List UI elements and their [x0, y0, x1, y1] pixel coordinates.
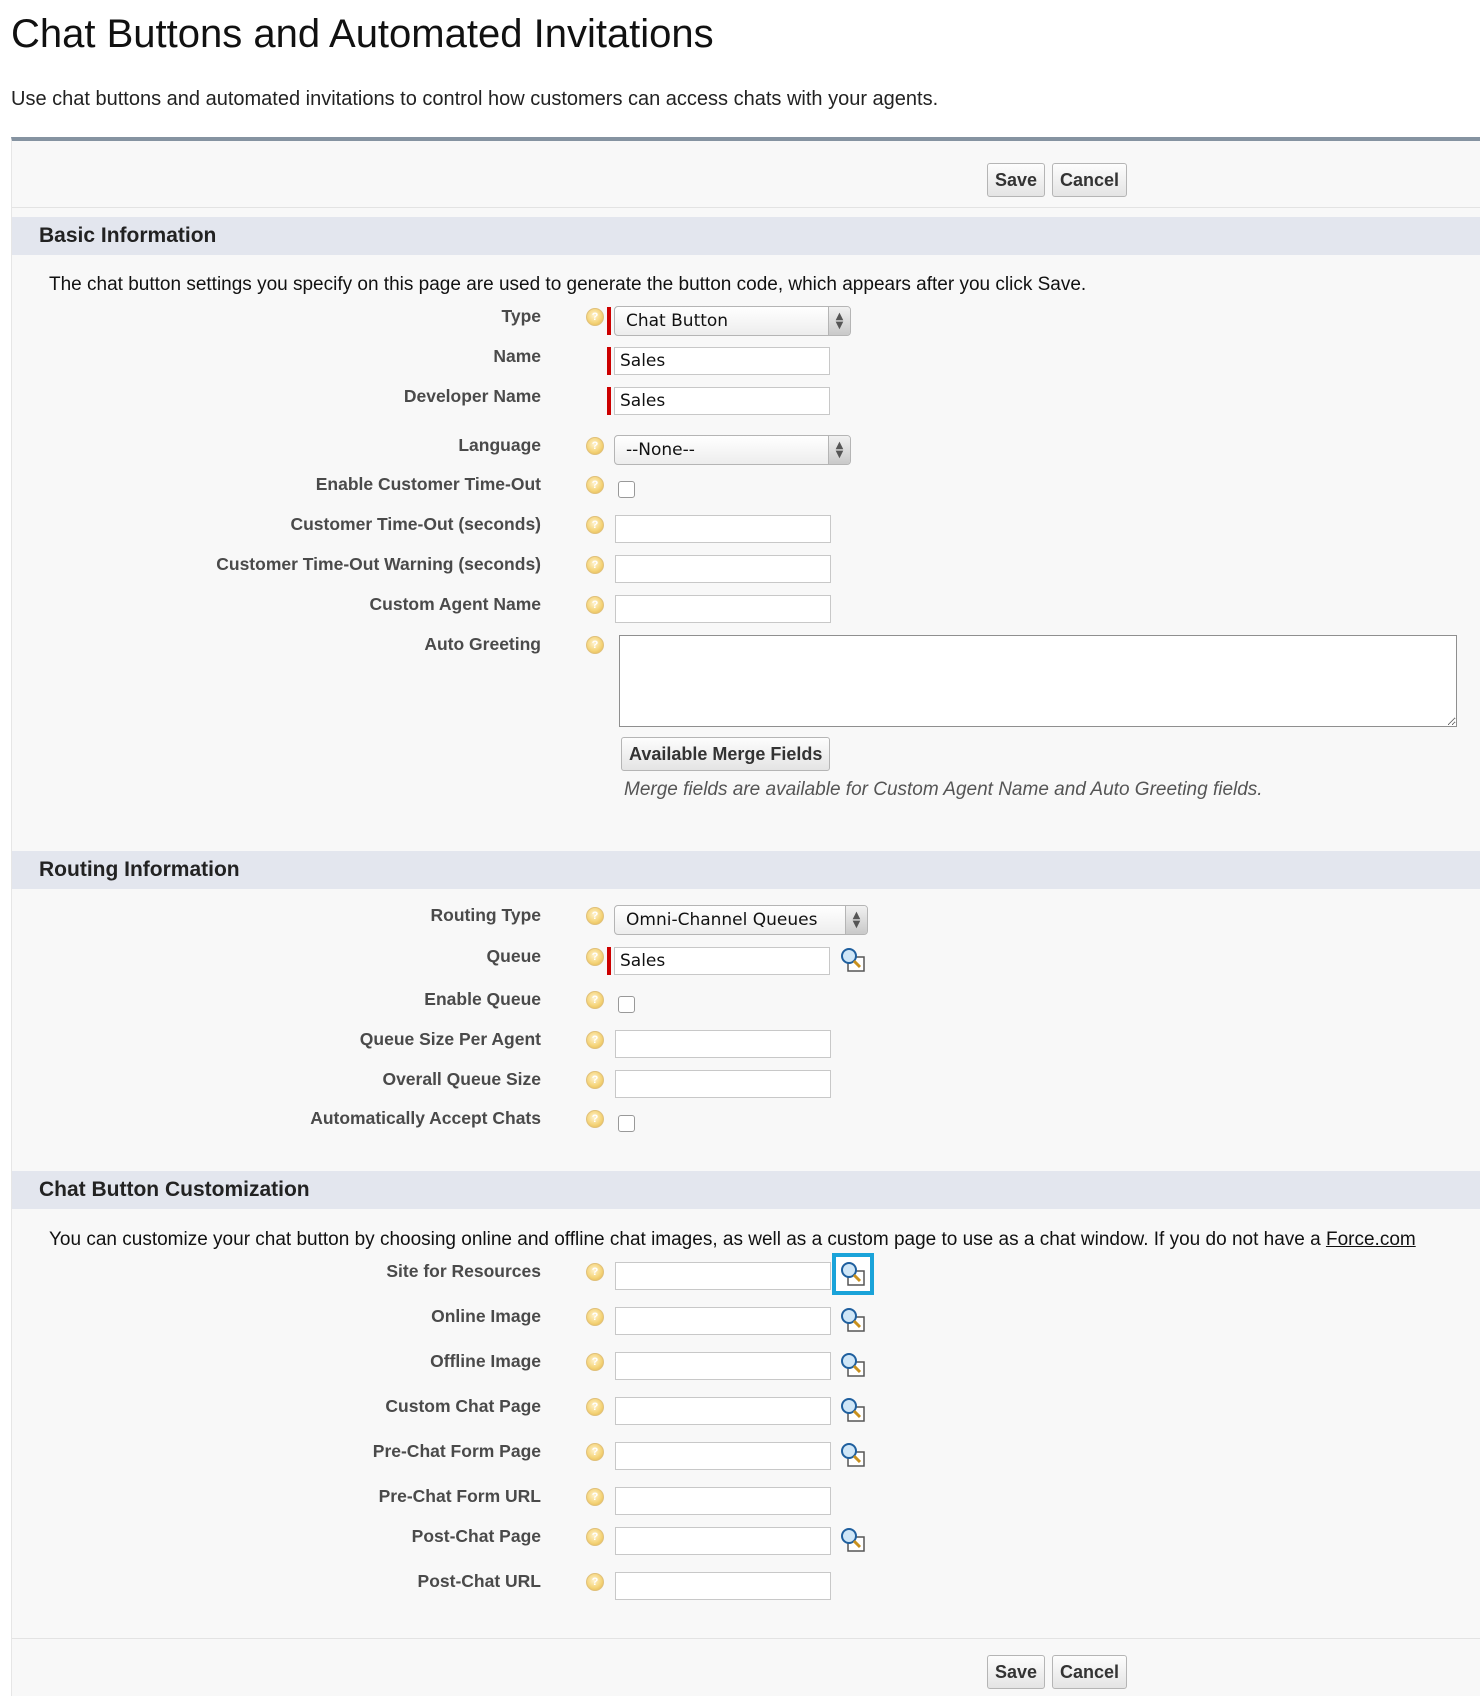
help-icon[interactable]: ? [586, 596, 604, 614]
row-offline-image [12, 1349, 1480, 1385]
lookup-icon[interactable] [838, 1395, 868, 1425]
required-indicator [607, 947, 611, 975]
customization-note-text: You can customize your chat button by choosing online and offline chat images, as well as a custom page to use as a chat window. If you do not have a [49, 1229, 1326, 1250]
customer-timeout-label: Customer Time-Out (seconds) [290, 514, 541, 534]
row-post-chat-url [12, 1569, 1480, 1605]
row-queue-size-per-agent [12, 1027, 1480, 1063]
automatically-accept-chats-checkbox[interactable] [618, 1115, 635, 1132]
lookup-icon[interactable] [838, 1305, 868, 1335]
section-routing-information: Routing Information [12, 851, 1480, 889]
enable-customer-timeout-label: Enable Customer Time-Out [315, 474, 541, 494]
custom-agent-name-label: Custom Agent Name [369, 594, 541, 614]
help-icon[interactable]: ? [586, 907, 604, 925]
row-customer-timeout [12, 512, 1480, 548]
automatically-accept-chats-label: Automatically Accept Chats [310, 1108, 541, 1128]
lookup-icon[interactable] [832, 1253, 874, 1295]
lookup-icon[interactable] [838, 1350, 868, 1380]
row-language [12, 433, 1480, 469]
site-for-resources-label: Site for Resources [386, 1261, 541, 1281]
top-button-bar [12, 141, 1480, 208]
row-enable-queue [12, 987, 1480, 1023]
customer-timeout-warning-input[interactable] [615, 555, 831, 583]
overall-queue-size-input[interactable] [615, 1070, 831, 1098]
section-basic-information: Basic Information [12, 217, 1480, 255]
help-icon[interactable]: ? [586, 1110, 604, 1128]
row-pre-chat-form-url [12, 1484, 1480, 1520]
pre-chat-form-page-input[interactable] [615, 1442, 831, 1470]
offline-image-input[interactable] [615, 1352, 831, 1380]
chevron-updown-icon: ▲ ▼ [828, 436, 850, 464]
custom-chat-page-input[interactable] [615, 1397, 831, 1425]
help-icon[interactable]: ? [586, 1573, 604, 1591]
row-name [12, 344, 1480, 380]
pre-chat-form-page-label: Pre-Chat Form Page [372, 1441, 541, 1461]
name-label: Name [493, 346, 541, 366]
section-chat-button-customization: Chat Button Customization [12, 1171, 1480, 1209]
pre-chat-form-url-label: Pre-Chat Form URL [378, 1486, 541, 1506]
save-button-bottom[interactable]: Save [987, 1655, 1045, 1689]
developer-name-label: Developer Name [403, 386, 541, 406]
enable-queue-checkbox[interactable] [618, 996, 635, 1013]
routing-type-select-value: Omni-Channel Queues [626, 910, 818, 930]
required-indicator [607, 347, 611, 375]
row-routing-type [12, 903, 1480, 939]
row-pre-chat-form-page [12, 1439, 1480, 1475]
row-overall-queue-size [12, 1067, 1480, 1103]
help-icon[interactable]: ? [586, 636, 604, 654]
page-title: Chat Buttons and Automated Invitations [11, 12, 714, 56]
language-select-value: --None-- [626, 440, 695, 460]
help-icon[interactable]: ? [586, 1071, 604, 1089]
post-chat-url-input[interactable] [615, 1572, 831, 1600]
queue-label: Queue [486, 946, 541, 966]
row-automatically-accept-chats [12, 1106, 1480, 1142]
row-type [12, 304, 1480, 340]
help-icon[interactable]: ? [586, 948, 604, 966]
page-description: Use chat buttons and automated invitations to control how customers can access chats with your agents. [11, 88, 939, 110]
type-select[interactable] [614, 306, 851, 336]
edit-panel [11, 137, 1480, 1696]
type-label: Type [501, 306, 541, 326]
overall-queue-size-label: Overall Queue Size [382, 1069, 541, 1089]
help-icon[interactable]: ? [586, 991, 604, 1009]
lookup-icon[interactable] [838, 1525, 868, 1555]
name-input[interactable] [614, 347, 830, 375]
row-developer-name [12, 384, 1480, 420]
help-icon[interactable]: ? [586, 1398, 604, 1416]
online-image-input[interactable] [615, 1307, 831, 1335]
row-enable-customer-timeout [12, 472, 1480, 508]
customer-timeout-input[interactable] [615, 515, 831, 543]
help-icon[interactable]: ? [586, 556, 604, 574]
help-icon[interactable]: ? [586, 516, 604, 534]
developer-name-input[interactable] [614, 387, 830, 415]
customization-note [49, 1229, 1416, 1251]
customer-timeout-warning-label: Customer Time-Out Warning (seconds) [216, 554, 541, 574]
routing-type-select[interactable] [614, 905, 868, 935]
row-post-chat-page [12, 1524, 1480, 1560]
help-icon[interactable]: ? [586, 1308, 604, 1326]
cancel-button-bottom[interactable]: Cancel [1052, 1655, 1127, 1689]
merge-fields-note: Merge fields are available for Custom Agent Name and Auto Greeting fields. [624, 779, 1263, 800]
help-icon[interactable]: ? [586, 437, 604, 455]
row-custom-agent-name [12, 592, 1480, 628]
available-merge-fields-button[interactable]: Available Merge Fields [621, 737, 830, 771]
row-customer-timeout-warning [12, 552, 1480, 588]
help-icon[interactable]: ? [586, 1353, 604, 1371]
chevron-updown-icon: ▲ ▼ [845, 906, 867, 934]
help-icon[interactable]: ? [586, 1488, 604, 1506]
help-icon[interactable]: ? [586, 476, 604, 494]
queue-size-per-agent-input[interactable] [615, 1030, 831, 1058]
auto-greeting-label: Auto Greeting [424, 634, 541, 654]
save-button-top[interactable]: Save [987, 163, 1045, 197]
post-chat-page-input[interactable] [615, 1527, 831, 1555]
bottom-button-bar [12, 1638, 1480, 1705]
row-online-image [12, 1304, 1480, 1340]
enable-customer-timeout-checkbox[interactable] [618, 481, 635, 498]
row-site-for-resources [12, 1259, 1480, 1295]
lookup-icon[interactable] [838, 945, 868, 975]
chevron-updown-icon: ▲ ▼ [828, 307, 850, 335]
pre-chat-form-url-input[interactable] [615, 1487, 831, 1515]
cancel-button-top[interactable]: Cancel [1052, 163, 1127, 197]
custom-agent-name-input[interactable] [615, 595, 831, 623]
required-indicator [607, 307, 611, 335]
custom-chat-page-label: Custom Chat Page [385, 1396, 541, 1416]
post-chat-page-label: Post-Chat Page [411, 1526, 541, 1546]
required-indicator [607, 387, 611, 415]
type-select-value: Chat Button [626, 311, 729, 331]
help-icon[interactable]: ? [586, 1263, 604, 1281]
help-icon[interactable]: ? [586, 1528, 604, 1546]
force-com-link[interactable]: Force.com [1325, 1229, 1416, 1250]
row-custom-chat-page [12, 1394, 1480, 1430]
site-for-resources-input[interactable] [615, 1262, 831, 1290]
offline-image-label: Offline Image [430, 1351, 541, 1371]
language-label: Language [458, 435, 541, 455]
queue-size-per-agent-label: Queue Size Per Agent [359, 1029, 541, 1049]
routing-type-label: Routing Type [430, 905, 541, 925]
queue-input[interactable] [614, 947, 830, 975]
basic-info-note: The chat button settings you specify on this page are used to generate the button code, which appears after you click Save. [49, 274, 1087, 295]
auto-greeting-textarea[interactable] [619, 635, 1457, 727]
online-image-label: Online Image [431, 1306, 541, 1326]
enable-queue-label: Enable Queue [424, 989, 541, 1009]
help-icon[interactable]: ? [586, 1031, 604, 1049]
post-chat-url-label: Post-Chat URL [417, 1571, 541, 1591]
lookup-icon[interactable] [838, 1440, 868, 1470]
help-icon[interactable]: ? [586, 1443, 604, 1461]
language-select[interactable] [614, 435, 851, 465]
help-icon[interactable]: ? [586, 308, 604, 326]
row-queue [12, 944, 1480, 980]
